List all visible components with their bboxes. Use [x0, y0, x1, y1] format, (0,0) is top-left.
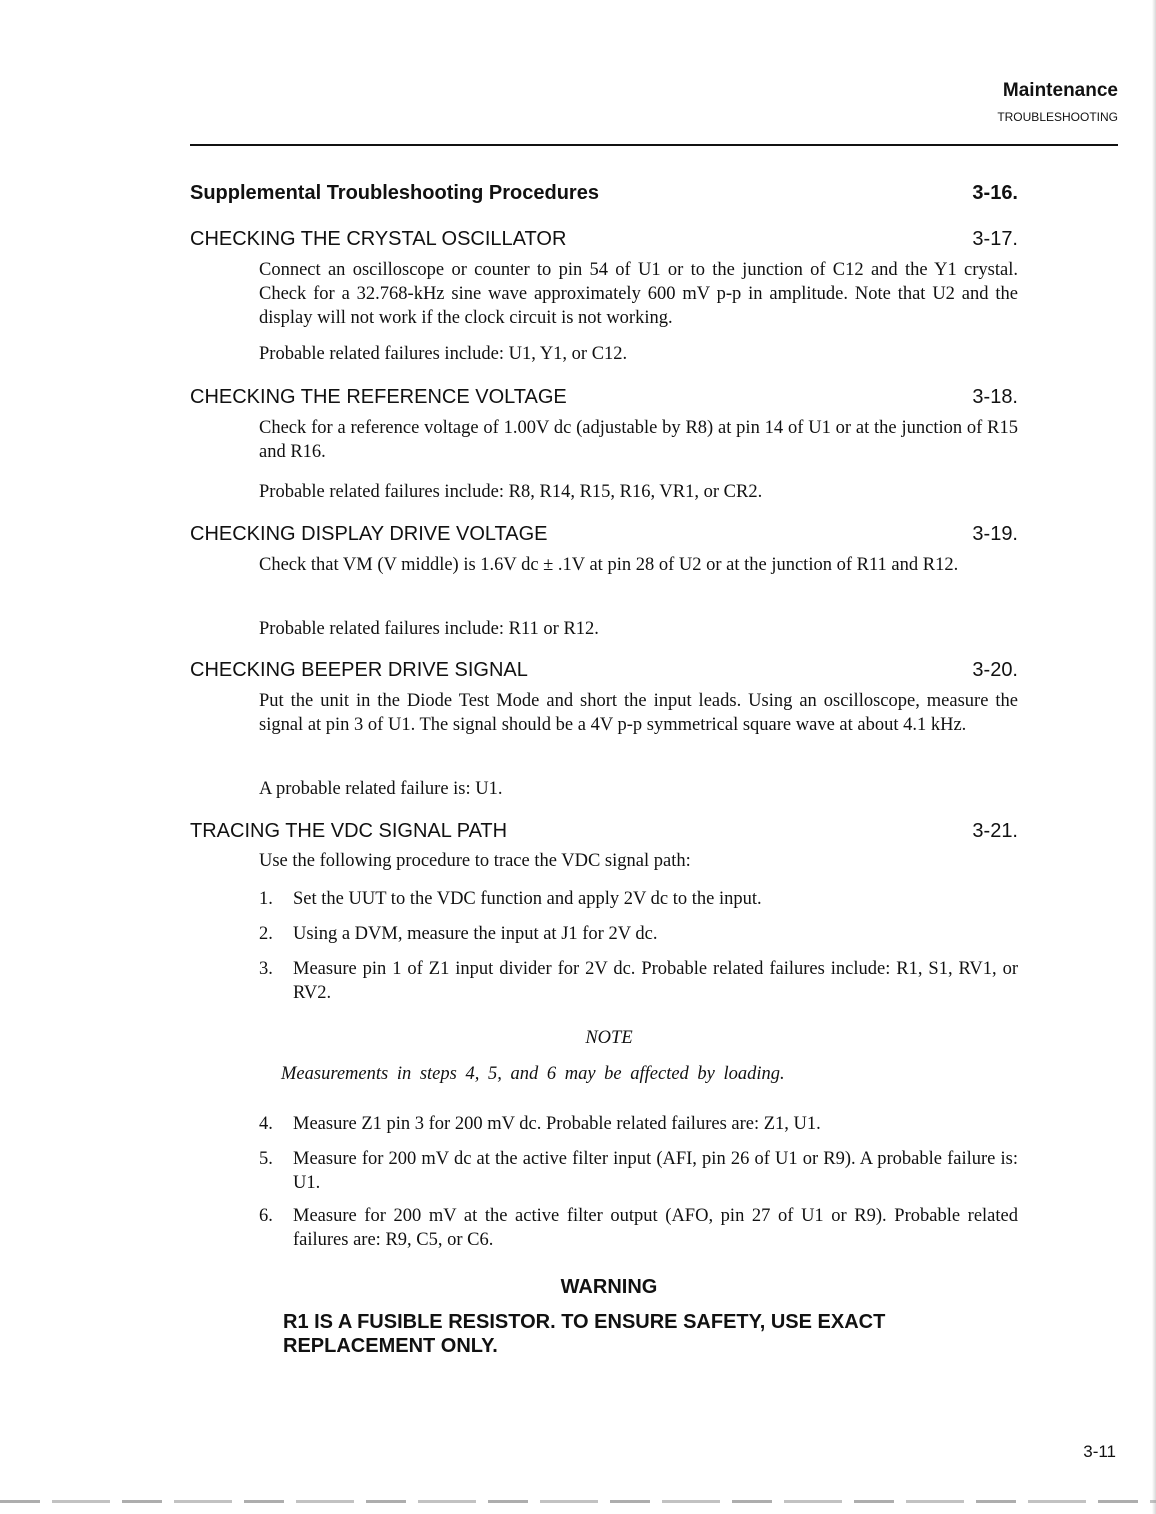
heading-text: CHECKING BEEPER DRIVE SIGNAL — [190, 659, 528, 681]
header-title: Maintenance — [1002, 80, 1118, 101]
header-subtitle: TROUBLESHOOTING — [997, 110, 1118, 124]
heading-text: CHECKING DISPLAY DRIVE VOLTAGE — [190, 523, 548, 545]
section-title — [190, 182, 1018, 205]
reference-failures: Probable related failures include: R8, R14, R15, R16, VR1, or CR2. — [259, 482, 763, 502]
step-number: 2. — [259, 924, 273, 944]
reference-body: Check for a reference voltage of 1.00V dc (adjustable by R8) at pin 14 of U1 or at the junction of R15 and R16. — [259, 418, 1018, 462]
warning-text: R1 IS A FUSIBLE RESISTOR. TO ENSURE SAFETY, USE EXACT REPLACEMENT ONLY. — [283, 1311, 886, 1357]
heading-crystal-oscillator — [190, 228, 1018, 251]
crystal-failures: Probable related failures include: U1, Y1, or C12. — [259, 344, 628, 364]
step-number: 1. — [259, 889, 273, 909]
list-item — [259, 1147, 1018, 1195]
heading-beeper-drive-signal — [190, 659, 1018, 682]
display-failures: Probable related failures include: R11 or R12. — [259, 619, 599, 639]
list-item — [259, 957, 1018, 1005]
crystal-body: Connect an oscilloscope or counter to pin 54 of U1 or to the junction of C12 and the Y1 crystal. Check for a 32.768-kHz sine wave approximately 600 mV p-p in amplitude. Note that U2 and the display will not work if the clock circuit is not working. — [259, 260, 1018, 328]
step-text: Set the UUT to the VDC function and apply 2V dc to the input. — [293, 889, 762, 909]
step-number: 6. — [259, 1206, 273, 1226]
step-text: Measure for 200 mV dc at the active filter input (AFI, pin 26 of U1 or R9). A probable failure is: U1. — [293, 1149, 1018, 1193]
heading-reference-voltage — [190, 386, 1018, 409]
heading-display-drive-voltage — [190, 523, 1018, 546]
heading-vdc-signal-path — [190, 820, 1018, 843]
heading-text: CHECKING THE REFERENCE VOLTAGE — [190, 386, 567, 408]
section-title-text: Supplemental Troubleshooting Procedures — [190, 182, 599, 204]
warning-title: WARNING — [560, 1276, 658, 1298]
beeper-body: Put the unit in the Diode Test Mode and short the input leads. Using an oscilloscope, measure the signal at pin 3 of U1. The signal should be a 4V p-p symmetrical square wave at about 4.1 kHz. — [259, 691, 1018, 735]
step-text: Measure for 200 mV at the active filter output (AFO, pin 27 of U1 or R9). Probable related failures are: R9, C5, or C6. — [293, 1206, 1018, 1250]
heading-text: TRACING THE VDC SIGNAL PATH — [190, 820, 508, 842]
step-text: Measure Z1 pin 3 for 200 mV dc. Probable related failures are: Z1, U1. — [293, 1114, 821, 1134]
step-number: 5. — [259, 1149, 273, 1169]
list-item — [259, 1112, 1018, 1136]
list-item — [259, 922, 1018, 946]
note-title: NOTE — [585, 1028, 633, 1048]
note-text: Measurements in steps 4, 5, and 6 may be affected by loading. — [281, 1064, 785, 1084]
list-item — [259, 887, 1018, 911]
header-rule — [190, 144, 1118, 146]
heading-number: 3-21. — [972, 820, 1018, 842]
heading-number: 3-19. — [972, 523, 1018, 545]
heading-number: 3-20. — [972, 659, 1018, 681]
section-number: 3-16. — [972, 182, 1018, 204]
display-body: Check that VM (V middle) is 1.6V dc ± .1V at pin 28 of U2 or at the junction of R11 and R12. — [259, 555, 959, 575]
page-number: 3-11 — [1083, 1442, 1116, 1461]
heading-number: 3-18. — [972, 386, 1018, 408]
heading-text: CHECKING THE CRYSTAL OSCILLATOR — [190, 228, 567, 250]
bottom-scan-line — [0, 1500, 1156, 1503]
step-text: Using a DVM, measure the input at J1 for 2V dc. — [293, 924, 658, 944]
list-item — [259, 1204, 1018, 1252]
step-number: 4. — [259, 1114, 273, 1134]
page-edge-shadow — [1152, 0, 1156, 1514]
step-text: Measure pin 1 of Z1 input divider for 2V dc. Probable related failures include: R1, S1, RV1, or RV2. — [293, 959, 1018, 1003]
heading-number: 3-17. — [972, 228, 1018, 250]
step-number: 3. — [259, 959, 273, 979]
beeper-failures: A probable related failure is: U1. — [259, 779, 503, 799]
vdc-intro: Use the following procedure to trace the VDC signal path: — [259, 851, 691, 871]
